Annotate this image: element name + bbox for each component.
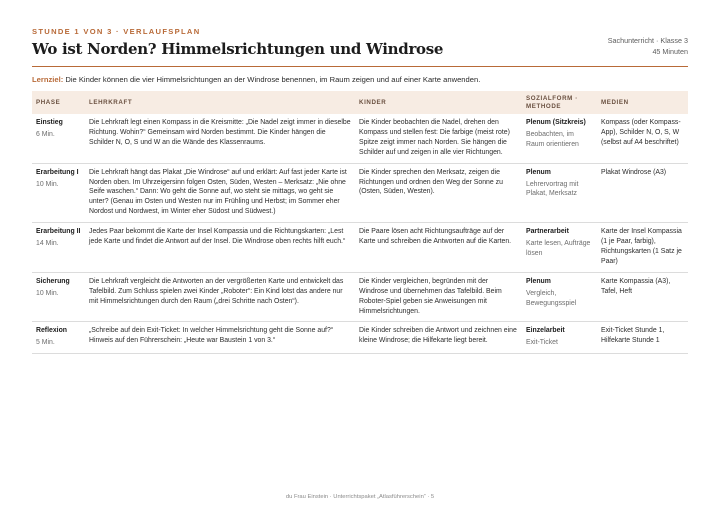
phase-name: Erarbeitung II (36, 228, 81, 236)
phase-cell (32, 272, 85, 322)
lesson-plan-table (32, 91, 688, 354)
social-cell (522, 114, 597, 163)
phase-cell (32, 114, 85, 163)
social-form: Einzelarbeit (526, 327, 565, 335)
media-cell: Plakat Windrose (A3) (597, 163, 688, 223)
phase-cell (32, 163, 85, 223)
children-cell: Die Kinder schreiben die Antwort und zeichnen eine kleine Windrose; die Hilfekarte liegt bereit. (355, 322, 522, 354)
phase-name: Reflexion (36, 327, 68, 335)
teacher-cell: Die Lehrkraft hängt das Plakat „Die Windrose“ auf und erklärt: Auf fast jeder Karte ist Norden oben. Im Uhrzeigersinn folgen Osten, Süden, Westen – Merksatz: „Nie ohne Seife waschen.“ Dann: Wo geht die Sonne auf, wo steht sie mittags, wo geht sie unter? (Genau im Osten und Westen nur im Frühling und Herbst; im Sommer eher Nordost und Nordwest, im Winter eher Südost und Südwest.) (85, 163, 355, 223)
media-cell: Exit-Ticket Stunde 1, Hilfekarte Stunde 1 (597, 322, 688, 354)
social-form: Partnerarbeit (526, 228, 569, 236)
phase-cell (32, 223, 85, 273)
objective-label: Lernziel: (32, 75, 64, 84)
social-form: Plenum (526, 277, 551, 285)
phase-duration: 5 Min. (36, 339, 55, 347)
phase-cell (32, 322, 85, 354)
objective-text: Die Kinder können die vier Himmelsrichtungen an der Windrose benennen, im Raum zeigen und auf einer Karte anwenden. (65, 75, 481, 84)
header-social: SOZIALFORM · (526, 95, 578, 102)
table-row (32, 163, 688, 223)
phase-name: Einstieg (36, 119, 63, 126)
media-cell: Kompass (oder Kompass-App), Schilder N, O, S, W (selbst auf A4 beschriftet) (597, 114, 688, 163)
learning-objective (32, 75, 688, 84)
header-social-method (522, 91, 597, 114)
method: Vergleich, Bewegungsspiel (526, 289, 577, 307)
header-teacher: LEHRKRAFT (89, 98, 133, 106)
social-cell (522, 272, 597, 322)
header-media: MEDIEN (601, 98, 629, 106)
teacher-cell: Jedes Paar bekommt die Karte der Insel Kompassia und die Richtungskarten: „Lest jede Karte und findet die Antwort auf der Insel. Die Windrose oben rechts hilft euch.“ (85, 223, 355, 273)
lesson-duration: 45 Minuten (652, 47, 688, 56)
header-method: METHODE (526, 102, 562, 110)
subject-grade: Sachunterricht · Klasse 3 (607, 36, 688, 45)
table-row (32, 322, 688, 354)
children-cell: Die Kinder vergleichen, begründen mit der Windrose und übernehmen das Tafelbild. Beim Roboter-Spiel geben sie Anweisungen mit Himmelsrichtungen. (355, 272, 522, 322)
social-cell (522, 163, 597, 223)
phase-duration: 10 Min. (36, 180, 59, 188)
table-row (32, 272, 688, 322)
lesson-plan-page (32, 24, 688, 354)
header-divider (32, 66, 688, 67)
children-cell: Die Kinder beobachten die Nadel, drehen den Kompass und stellen fest: Die farbige (meist rote) Spitze zeigt immer nach Norden. Sie hängen die Schilder auf und zeigen in alle vier Richtungen. (355, 114, 522, 163)
teacher-cell: Die Lehrkraft legt einen Kompass in die Kreismitte: „Die Nadel zeigt immer in dieselbe Richtung. Wohin?“ Gemeinsam wird Norden bestimmt. Die Kinder hängen die Schilder N, O, S und W an die Wände des Klassenraums. (85, 114, 355, 163)
header-phase: PHASE (36, 98, 61, 106)
phase-duration: 10 Min. (36, 289, 59, 297)
method: Lehrervortrag mit Plakat, Merksatz (526, 180, 579, 198)
social-cell (522, 223, 597, 273)
header-children: KINDER (359, 98, 387, 106)
children-cell: Die Paare lösen acht Richtungsaufträge auf der Karte und schreiben die Antworten auf die Karten. (355, 223, 522, 273)
teacher-cell: „Schreibe auf dein Exit-Ticket: In welcher Himmelsrichtung geht die Sonne auf?“ Hinweis auf den Führerschein: „Heute war Baustein 1 von 3.“ (85, 322, 355, 354)
teacher-cell: Die Lehrkraft vergleicht die Antworten an der vergrößerten Karte und entwickelt das Tafelbild. Zum Schluss spielen zwei Kinder „Roboter“: Ein Kind lotst das andere nur mit Himmelsrichtungen durch den Raum („drei Schritte nach Osten“). (85, 272, 355, 322)
media-cell: Karte der Insel Kompassia (1 je Paar, farbig), Richtungskarten (1 Satz je Paar) (597, 223, 688, 273)
method: Beobachten, im Raum orientieren (526, 130, 579, 148)
table-row (32, 223, 688, 273)
children-cell: Die Kinder sprechen den Merksatz, zeigen die Richtungen und ordnen den Weg der Sonne zu (Osten, Süden, Westen). (355, 163, 522, 223)
social-form: Plenum (526, 168, 551, 176)
method: Karte lesen, Aufträge lösen (526, 240, 591, 257)
page-header (32, 27, 688, 63)
social-cell (522, 322, 597, 354)
table-header-row (32, 91, 688, 114)
method: Exit-Ticket (526, 339, 558, 347)
social-form: Plenum (Sitzkreis) (526, 119, 586, 126)
phase-name: Erarbeitung I (36, 168, 79, 176)
phase-duration: 14 Min. (36, 240, 59, 248)
table-row (32, 114, 688, 163)
phase-name: Sicherung (36, 277, 70, 285)
lesson-meta (608, 35, 688, 57)
page-title: Wo ist Norden? Himmelsrichtungen und Windrose (32, 40, 444, 58)
lesson-kicker: STUNDE 1 VON 3 · VERLAUFSPLAN (32, 27, 201, 36)
page-footer: du Frau Einstein · Unterrichtspaket „Atlasführerschein“ · 5 (285, 494, 435, 500)
media-cell: Karte Kompassia (A3), Tafel, Heft (597, 272, 688, 322)
phase-duration: 6 Min. (36, 130, 55, 138)
